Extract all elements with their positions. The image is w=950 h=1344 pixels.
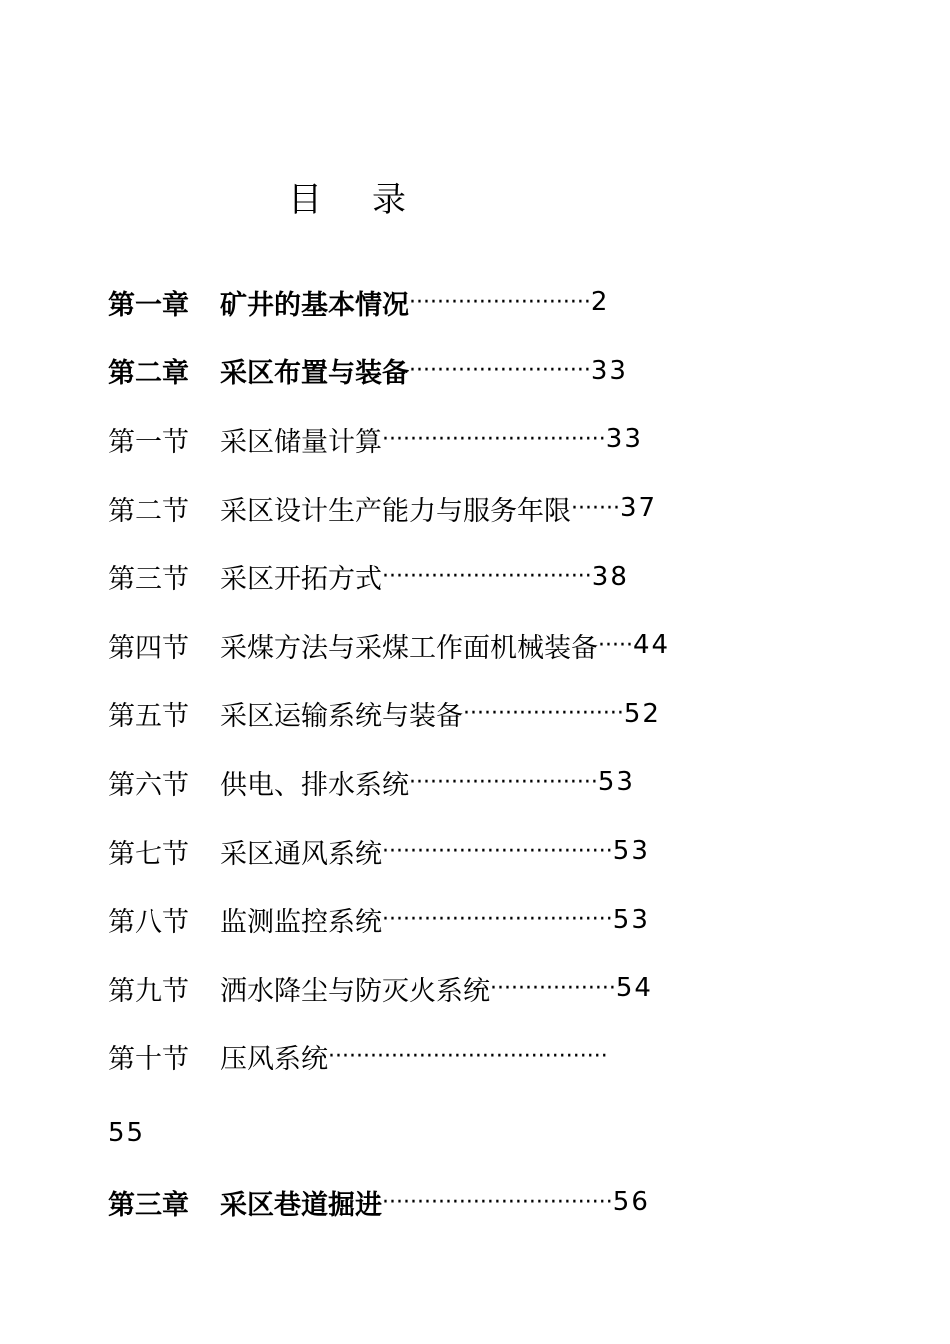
toc-leader-dots: ·························· <box>409 289 591 315</box>
toc-page-number: 38 <box>591 561 629 592</box>
title-char-1: 目 <box>288 180 322 220</box>
table-of-contents <box>108 268 868 1236</box>
toc-entry-number: 第二章 <box>108 358 189 390</box>
toc-entry-number: 第七节 <box>108 838 189 870</box>
toc-entry-title: 采区储量计算 <box>220 426 382 458</box>
toc-entry-title: 矿井的基本情况 <box>220 289 409 321</box>
toc-section-entry[interactable] <box>108 748 868 817</box>
toc-entry-number: 第六节 <box>108 769 189 801</box>
toc-entry-title: 采区通风系统 <box>220 838 382 870</box>
toc-page-number: 55 <box>108 1118 146 1149</box>
toc-section-entry[interactable] <box>108 542 868 611</box>
toc-entry-title: 采区巷道掘进 <box>220 1189 382 1221</box>
toc-leader-dots: ······························ <box>382 564 592 590</box>
toc-entry-title: 采区运输系统与装备 <box>220 701 463 733</box>
toc-entry-number: 第四节 <box>108 632 189 664</box>
toc-page-number: 53 <box>612 836 650 867</box>
toc-entry-number: 第二节 <box>108 495 189 527</box>
toc-leader-dots: ········································ <box>328 1044 608 1070</box>
toc-page-number: 44 <box>632 630 671 661</box>
toc-section-entry[interactable] <box>108 1091 868 1168</box>
toc-entry-number: 第一节 <box>108 426 189 458</box>
toc-entry-number: 第八节 <box>108 907 189 939</box>
toc-leader-dots: ··························· <box>409 769 598 795</box>
toc-section-entry[interactable] <box>108 1023 868 1092</box>
toc-page-number: 53 <box>612 904 650 935</box>
toc-page-number: 56 <box>612 1187 650 1218</box>
toc-entry-number: 第三节 <box>108 564 189 596</box>
toc-section-entry[interactable] <box>108 954 868 1023</box>
toc-page-number: 54 <box>615 973 653 1004</box>
toc-leader-dots: ·························· <box>409 358 591 384</box>
toc-entry-number: 第九节 <box>108 975 189 1007</box>
toc-section-entry[interactable] <box>108 817 868 886</box>
toc-chapter-entry[interactable] <box>108 1168 868 1237</box>
toc-section-entry[interactable] <box>108 885 868 954</box>
toc-entry-number: 第一章 <box>108 289 189 321</box>
toc-entry-title: 采区开拓方式 <box>220 564 382 596</box>
toc-leader-dots: ································· <box>382 838 613 864</box>
toc-leader-dots: ·················· <box>490 975 616 1001</box>
toc-page-number: 52 <box>623 698 661 729</box>
title-char-2: 录 <box>372 180 406 220</box>
toc-page-number: 53 <box>597 767 635 798</box>
toc-leader-dots: ································· <box>382 1189 613 1215</box>
toc-entry-title: 采区布置与装备 <box>220 358 409 390</box>
toc-page-number: 33 <box>590 355 628 386</box>
toc-leader-dots: ······· <box>571 495 620 521</box>
toc-entry-number: 第三章 <box>108 1189 189 1221</box>
toc-entry-title: 压风系统 <box>220 1044 328 1076</box>
toc-section-entry[interactable] <box>108 611 868 680</box>
toc-title <box>288 172 406 221</box>
toc-leader-dots: ····· <box>598 632 633 658</box>
toc-leader-dots: ································ <box>382 426 606 452</box>
toc-entry-title: 供电、排水系统 <box>220 769 409 801</box>
toc-section-entry[interactable] <box>108 405 868 474</box>
toc-page-number: 33 <box>605 424 643 455</box>
toc-entry-number: 第十节 <box>108 1044 189 1076</box>
toc-entry-title: 监测监控系统 <box>220 907 382 939</box>
toc-entry-title: 洒水降尘与防灭火系统 <box>220 975 490 1007</box>
toc-entry-title: 采煤方法与采煤工作面机械装备 <box>220 632 598 664</box>
toc-leader-dots: ······················· <box>463 701 624 727</box>
toc-section-entry[interactable] <box>108 680 868 749</box>
toc-leader-dots: ································· <box>382 907 613 933</box>
toc-section-entry[interactable] <box>108 474 868 543</box>
toc-entry-title: 采区设计生产能力与服务年限 <box>220 495 571 527</box>
toc-page-number: 37 <box>619 493 658 524</box>
toc-page-number: 2 <box>590 287 610 318</box>
toc-chapter-entry[interactable] <box>108 268 868 337</box>
toc-chapter-entry[interactable] <box>108 337 868 406</box>
toc-entry-number: 第五节 <box>108 701 189 733</box>
